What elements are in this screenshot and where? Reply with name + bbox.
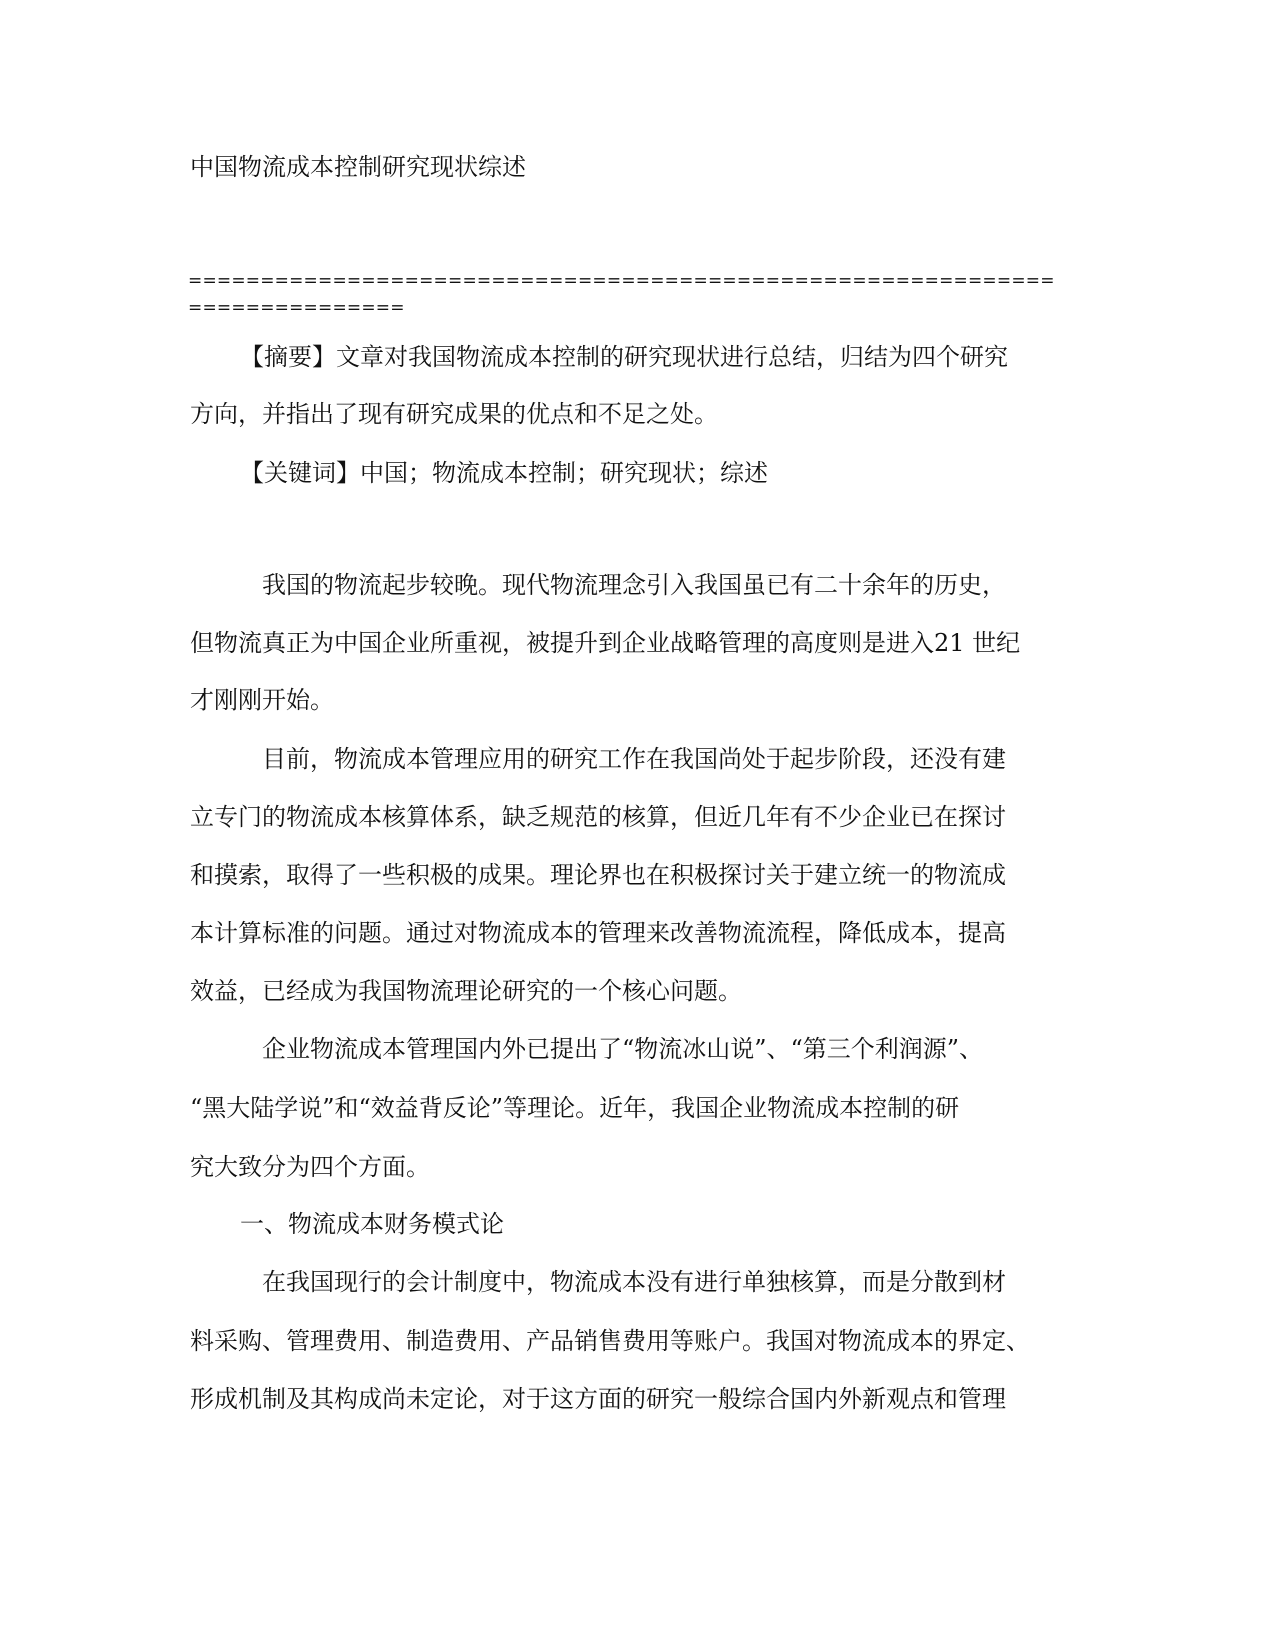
separator-line: ===========================================================================	[188, 271, 1055, 318]
paragraph-line: 企业物流成本管理国内外已提出了“物流冰山说”、“第三个利润源”、	[262, 1035, 984, 1063]
paragraph-line: “黑大陆学说”和“效益背反论”等理论。近年，我国企业物流成本控制的研	[190, 1094, 960, 1122]
paragraph-line: 本计算标准的问题。通过对物流成本的管理来改善物流流程，降低成本，提高	[190, 919, 1006, 947]
paragraph-line: 料采购、管理费用、制造费用、产品销售费用等账户。我国对物流成本的界定、	[190, 1327, 1030, 1355]
paragraph-line: 立专门的物流成本核算体系，缺乏规范的核算，但近几年有不少企业已在探讨	[190, 803, 1006, 831]
paragraph-line: 在我国现行的会计制度中，物流成本没有进行单独核算，而是分散到材	[262, 1268, 1006, 1296]
paragraph-line: 我国的物流起步较晚。现代物流理念引入我国虽已有二十余年的历史，	[262, 571, 1006, 599]
paragraph-line: 形成机制及其构成尚未定论，对于这方面的研究一般综合国内外新观点和管理	[190, 1385, 1006, 1413]
keywords-line: 【关键词】中国；物流成本控制；研究现状；综述	[240, 459, 768, 487]
document-title: 中国物流成本控制研究现状综述	[190, 153, 526, 181]
paragraph-line: 才刚刚开始。	[190, 686, 334, 714]
section-heading: 一、物流成本财务模式论	[240, 1210, 504, 1238]
paragraph-line: 究大致分为四个方面。	[190, 1153, 430, 1181]
abstract-line: 方向，并指出了现有研究成果的优点和不足之处。	[190, 400, 718, 428]
paragraph-line: 但物流真正为中国企业所重视，被提升到企业战略管理的高度则是进入21 世纪	[190, 629, 1021, 657]
abstract-line: 【摘要】文章对我国物流成本控制的研究现状进行总结，归结为四个研究	[240, 343, 1008, 371]
paragraph-line: 效益，已经成为我国物流理论研究的一个核心问题。	[190, 977, 742, 1005]
paragraph-line: 目前，物流成本管理应用的研究工作在我国尚处于起步阶段，还没有建	[262, 745, 1006, 773]
paragraph-line: 和摸索，取得了一些积极的成果。理论界也在积极探讨关于建立统一的物流成	[190, 861, 1006, 889]
